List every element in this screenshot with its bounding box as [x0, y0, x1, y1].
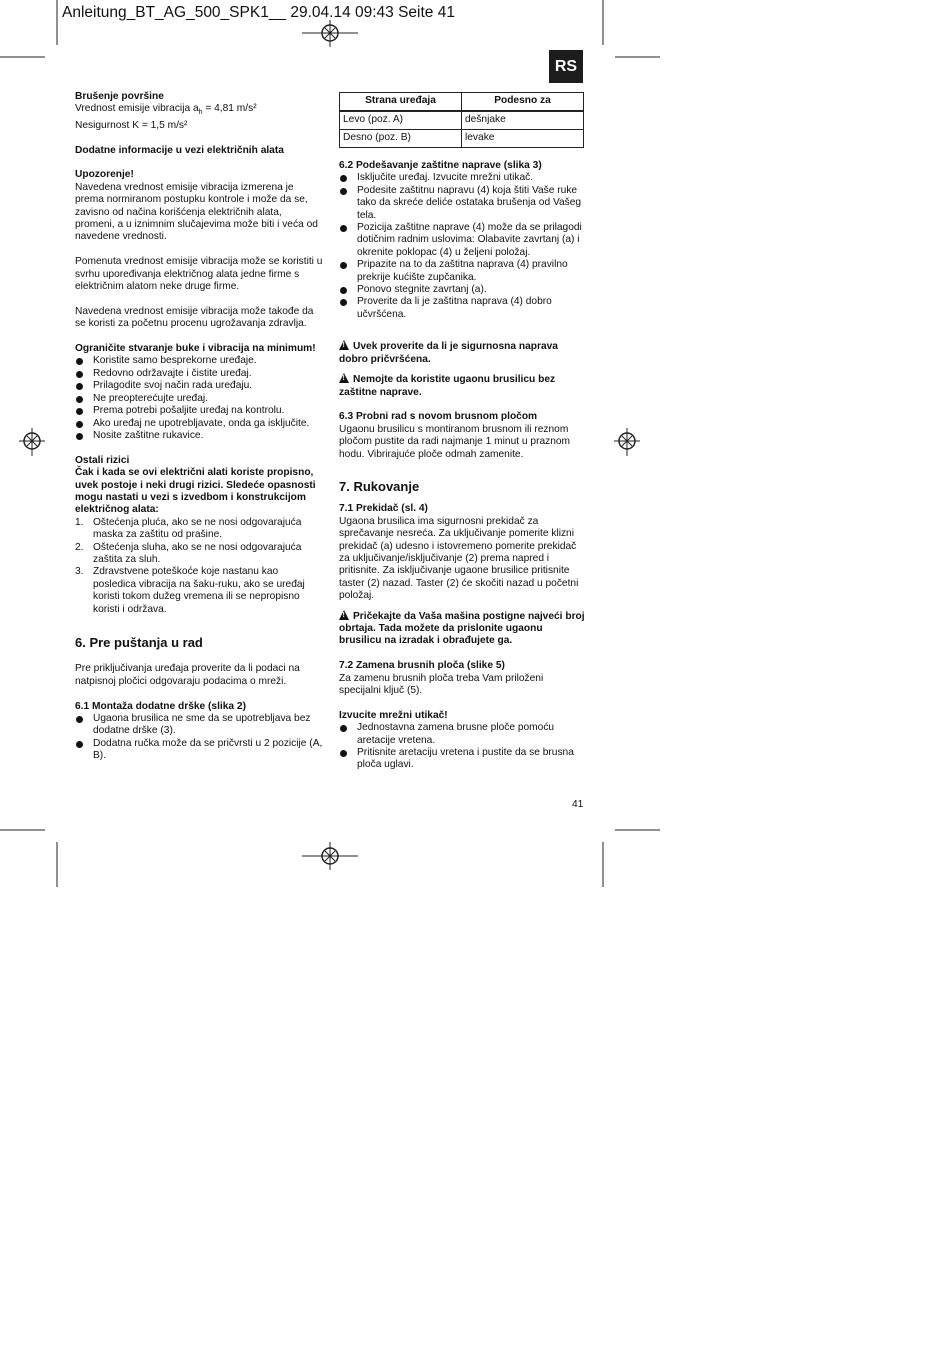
- risk-list: [75, 517, 323, 616]
- list-item: Jednostavna zamena brusne ploče pomoću aretacije vretena.: [339, 722, 585, 747]
- warning-icon: [339, 610, 349, 620]
- registration-mark-left: [19, 428, 45, 456]
- warning-title: Upozorenje!: [75, 169, 134, 181]
- list-item: Pritisnite aretaciju vretena i pustite da se brusna ploča uglavi.: [339, 747, 585, 772]
- guard-list: [339, 172, 585, 321]
- warning-note: !Pričekajte da Vaša mašina postigne najveći broj obrtaja. Tada možete da prislonite ugaonu brusilicu na izradak i obrađujete ga.: [339, 609, 585, 648]
- registration-mark-top: [302, 20, 358, 47]
- section-title: Brušenje površine: [75, 91, 164, 102]
- paragraph: Navedena vrednost emisije vibracija izmerena je prema normiranom postupku kontrole i može da se, zavisno od načina korišćenja električnih alata, promeni, a u iznimnim slučajevima može biti i veća od navedene vrednosti.: [75, 181, 318, 243]
- table-cell: Levo (poz. A): [340, 111, 462, 130]
- paragraph: Pomenuta vrednost emisije vibracija može se koristiti u svrhu upoređivanja električnog alata jedne firme s električnim alatom neke druge firme.: [75, 256, 323, 293]
- list-item: 1. Oštećenja pluća, ako se ne nosi odgovarajuća maska za zaštitu od prašine.: [75, 516, 302, 541]
- list-item: Dodatna ručka može da se pričvrsti u 2 pozicije (A, B).: [75, 738, 323, 763]
- print-header: Anleitung_BT_AG_500_SPK1__ 29.04.14 09:43 Seite 41: [62, 4, 455, 21]
- list-item: Ne preopterećujte uređaj.: [75, 393, 323, 405]
- noise-list: [75, 355, 323, 442]
- list-item: Redovno održavajte i čistite uređaj.: [75, 368, 323, 380]
- chapter-heading: 6. Pre puštanja u rad: [75, 635, 203, 650]
- table-row: [340, 111, 584, 130]
- mounting-list: [75, 713, 323, 763]
- registration-mark-bottom: [302, 842, 358, 870]
- table-cell: Desno (poz. B): [340, 130, 462, 148]
- table-cell: dešnjake: [462, 111, 584, 130]
- section-title: Dodatne informacije u vezi električnih alata: [75, 144, 284, 156]
- list-item: 2. Oštećenja sluha, ako se ne nosi odgovarajuća zaštita za sluh.: [75, 541, 302, 565]
- list-item: Koristite samo besprekorne uređaje.: [75, 355, 323, 367]
- list-item: Isključite uređaj. Izvucite mrežni utikač.: [339, 172, 585, 184]
- left-column: [75, 91, 323, 763]
- table-row: [340, 130, 584, 148]
- position-table: [339, 92, 584, 148]
- registration-mark-right: [614, 428, 640, 456]
- table-header: Strana uređaja: [340, 93, 462, 112]
- table-cell: levake: [462, 130, 584, 148]
- section-title: Ograničite stvaranje buke i vibracija na minimum!: [75, 343, 316, 355]
- section-title: 6.2 Podešavanje zaštitne naprave (slika 3): [339, 160, 542, 171]
- list-item: Pozicija zaštitne naprave (4) može da se prilagodi dotičnim radnim uslovima: Olabavite zavrtanj (a) i okrenite poklopac (4) u željeni položaj.: [339, 222, 585, 259]
- list-item: Prema potrebi pošaljite uređaj na kontrolu.: [75, 405, 323, 417]
- warning-icon: [339, 340, 349, 350]
- section-title: 7.2 Zamena brusnih ploča (slike 5): [339, 660, 505, 672]
- section-title: Ostali rizici: [75, 454, 130, 466]
- table-header: Podesno za: [462, 93, 584, 112]
- list-item: Podesite zaštitnu napravu (4) koja štiti Vaše ruke tako da skreće deliće ostataka brušenja od Vašeg tela.: [339, 185, 585, 222]
- section-title: 6.3 Probni rad s novom brusnom pločom: [339, 411, 538, 423]
- paragraph: Ugaona brusilica ima sigurnosni prekidač za sprečavanje nesreća. Za uključivanje pomerite klizni prekidač (a) udesno i istovremeno pomerite prekidač za uključivanje/isključivanje (2) prema napred i pritisnite. Za isključivanje ugaone brusilice pritisnite taster (2) nazad. Taster (2) će skočiti nazad u početni položaj.: [339, 515, 579, 602]
- paragraph: Pre priključivanja uređaja proverite da li podaci na natpisnoj pločici odgovaraju podacima o mreži.: [75, 663, 300, 687]
- warning-note: !Uvek proverite da li je sigurnosna naprava dobro pričvršćena.: [339, 339, 585, 366]
- right-column: [339, 92, 585, 772]
- list-item: 3. Zdravstvene poteškoće koje nastanu kao posledica vibracija na šaku-ruku, ako se uređaj koristi tokom dužeg vremena ili se nepropisno koristi i održava.: [75, 566, 305, 615]
- list-item: Ako uređaj ne upotrebljavate, onda ga isključite.: [75, 418, 323, 430]
- paragraph: Navedena vrednost emisije vibracija može takođe da se koristi za početnu procenu ugrožavanja zdravlja.: [75, 305, 314, 330]
- page-number: 41: [572, 799, 584, 810]
- list-item: Ponovo stegnite zavrtanj (a).: [339, 284, 585, 296]
- section-title: 6.1 Montaža dodatne drške (slika 2): [75, 700, 246, 712]
- paragraph: Ugaonu brusilicu s montiranom brusnom ili reznom pločom pustite da radi najmanje 1 minut u praznom hodu. Vibrirajuće ploče odmah zamenite.: [339, 423, 571, 460]
- section-title: 7.1 Prekidač (sl. 4): [339, 503, 428, 515]
- list-item: Ugaona brusilica ne sme da se upotrebljava bez dodatne drške (3).: [75, 713, 323, 738]
- warning-note: !Nemojte da koristite ugaonu brusilicu bez zaštitne naprave.: [339, 372, 585, 399]
- paragraph: Za zamenu brusnih ploča treba Vam priloženi specijalni ključ (5).: [339, 672, 544, 696]
- list-item: Nosite zaštitne rukavice.: [75, 430, 323, 442]
- uncertainty-value: Nesigurnost K = 1,5 m/s²: [75, 119, 188, 131]
- language-badge: RS: [549, 50, 583, 83]
- chapter-heading: 7. Rukovanje: [339, 478, 420, 494]
- list-item: Prilagodite svoj način rada uređaju.: [75, 380, 323, 392]
- warning-title: Izvucite mrežni utikač!: [339, 709, 448, 721]
- paragraph: Čak i kada se ovi električni alati koriste propisno, uvek postoje i neki drugi rizici. Sledeće opasnosti mogu nastati u vezi s izvedbom i konstrukcijom električnog alata:: [75, 467, 316, 516]
- list-item: Pripazite na to da zaštitna naprava (4) pravilno prekrije kućište zupčanika.: [339, 259, 585, 284]
- warning-icon: [339, 373, 349, 383]
- vibration-value: Vrednost emisije vibracija $a_h = 4,81$ m/s²: [75, 103, 257, 117]
- disc-change-list: [339, 722, 585, 772]
- list-item: Proverite da li je zaštitna naprava (4) dobro učvršćena.: [339, 296, 585, 321]
